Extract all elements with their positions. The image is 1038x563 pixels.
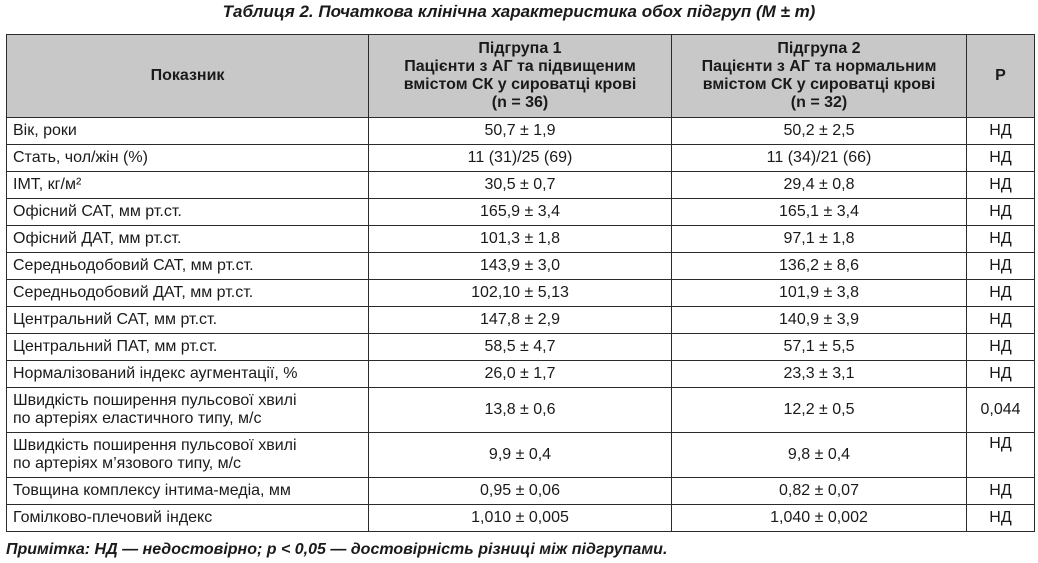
group1-value: 0,95 ± 0,06	[369, 478, 672, 505]
table-row	[7, 199, 1035, 226]
row-label: Центральний ПАТ, мм рт.ст.	[7, 334, 369, 361]
group1-value: 102,10 ± 5,13	[369, 280, 672, 307]
table-row	[7, 388, 1035, 433]
group1-value: 165,9 ± 3,4	[369, 199, 672, 226]
group2-value: 11 (34)/21 (66)	[672, 145, 967, 172]
table-row	[7, 433, 1035, 478]
table-row	[7, 172, 1035, 199]
p-value: НД	[967, 199, 1035, 226]
header-group1-line: (n = 36)	[491, 94, 549, 111]
group2-value: 1,040 ± 0,002	[672, 505, 967, 532]
row-label: Офісний ДАТ, мм рт.ст.	[7, 226, 369, 253]
group2-value: 140,9 ± 3,9	[672, 307, 967, 334]
p-value: НД	[967, 334, 1035, 361]
header-group1-line: Пацієнти з АГ та підвищеним	[404, 58, 636, 75]
header-group2-line: вмістом СК у сироватці крові	[702, 76, 936, 93]
table-footnote: Примітка: НД — недостовірно; p < 0,05 — достовірність різниці між підгрупами.	[6, 541, 668, 558]
row-label: ІМТ, кг/м²	[7, 172, 369, 199]
row-label: Вік, роки	[7, 118, 369, 145]
row-label: Офісний САТ, мм рт.ст.	[7, 199, 369, 226]
group2-value: 23,3 ± 3,1	[672, 361, 967, 388]
table-row	[7, 226, 1035, 253]
p-value: НД	[967, 118, 1035, 145]
p-value: НД	[967, 145, 1035, 172]
p-value: НД	[967, 505, 1035, 532]
header-group1-line: Підгрупа 1	[478, 40, 562, 57]
row-label-line: Швидкість поширення пульсової хвилі	[13, 437, 297, 454]
header-p: Р	[967, 35, 1035, 118]
table-row	[7, 307, 1035, 334]
group1-value: 13,8 ± 0,6	[369, 388, 672, 433]
group1-value: 147,8 ± 2,9	[369, 307, 672, 334]
table-row	[7, 253, 1035, 280]
table-row	[7, 280, 1035, 307]
row-label: Середньодобовий ДАТ, мм рт.ст.	[7, 280, 369, 307]
table-caption: Таблиця 2. Початкова клінічна характеристика обох підгруп (M ± m)	[222, 2, 816, 21]
group2-value: 9,8 ± 0,4	[672, 433, 967, 478]
table-row	[7, 118, 1035, 145]
header-row	[7, 35, 1035, 118]
group1-value: 30,5 ± 0,7	[369, 172, 672, 199]
p-value: НД	[967, 433, 1035, 478]
p-value: НД	[967, 253, 1035, 280]
header-group2-line: Пацієнти з АГ та нормальним	[701, 58, 937, 75]
header-indicator: Показник	[7, 35, 369, 118]
group2-value: 101,9 ± 3,8	[672, 280, 967, 307]
group2-value: 0,82 ± 0,07	[672, 478, 967, 505]
group2-value: 50,2 ± 2,5	[672, 118, 967, 145]
table-row	[7, 145, 1035, 172]
header-group2-line: (n = 32)	[790, 94, 848, 111]
table-row	[7, 334, 1035, 361]
p-value: НД	[967, 172, 1035, 199]
table-row	[7, 478, 1035, 505]
group2-value: 29,4 ± 0,8	[672, 172, 967, 199]
row-label	[7, 388, 369, 433]
table-row	[7, 505, 1035, 532]
row-label-line: по артеріях м’язового типу, м/с	[13, 455, 242, 472]
header-group1-line: вмістом СК у сироватці крові	[403, 76, 637, 93]
row-label: Нормалізований індекс аугментації, %	[7, 361, 369, 388]
group1-value: 50,7 ± 1,9	[369, 118, 672, 145]
group1-value: 11 (31)/25 (69)	[369, 145, 672, 172]
p-value: НД	[967, 307, 1035, 334]
p-value: 0,044	[967, 388, 1035, 433]
row-label: Центральний САТ, мм рт.ст.	[7, 307, 369, 334]
group2-value: 12,2 ± 0,5	[672, 388, 967, 433]
p-value: НД	[967, 478, 1035, 505]
header-group2-line: Підгрупа 2	[777, 40, 861, 57]
p-value: НД	[967, 361, 1035, 388]
p-value: НД	[967, 280, 1035, 307]
group1-value: 9,9 ± 0,4	[369, 433, 672, 478]
row-label-line: по артеріях еластичного типу, м/с	[13, 410, 262, 427]
group1-value: 58,5 ± 4,7	[369, 334, 672, 361]
p-value: НД	[967, 226, 1035, 253]
group1-value: 26,0 ± 1,7	[369, 361, 672, 388]
group1-value: 1,010 ± 0,005	[369, 505, 672, 532]
row-label: Товщина комплексу інтима-медіа, мм	[7, 478, 369, 505]
row-label: Стать, чол/жін (%)	[7, 145, 369, 172]
row-label: Середньодобовий САТ, мм рт.ст.	[7, 253, 369, 280]
header-group1	[369, 35, 672, 118]
group2-value: 165,1 ± 3,4	[672, 199, 967, 226]
group1-value: 101,3 ± 1,8	[369, 226, 672, 253]
clinical-characteristics-table	[6, 34, 1035, 532]
row-label: Гомілково-плечовий індекс	[7, 505, 369, 532]
group2-value: 136,2 ± 8,6	[672, 253, 967, 280]
table-row	[7, 361, 1035, 388]
group1-value: 143,9 ± 3,0	[369, 253, 672, 280]
group2-value: 97,1 ± 1,8	[672, 226, 967, 253]
row-label-line: Швидкість поширення пульсової хвилі	[13, 392, 297, 409]
group2-value: 57,1 ± 5,5	[672, 334, 967, 361]
header-group2	[672, 35, 967, 118]
row-label	[7, 433, 369, 478]
